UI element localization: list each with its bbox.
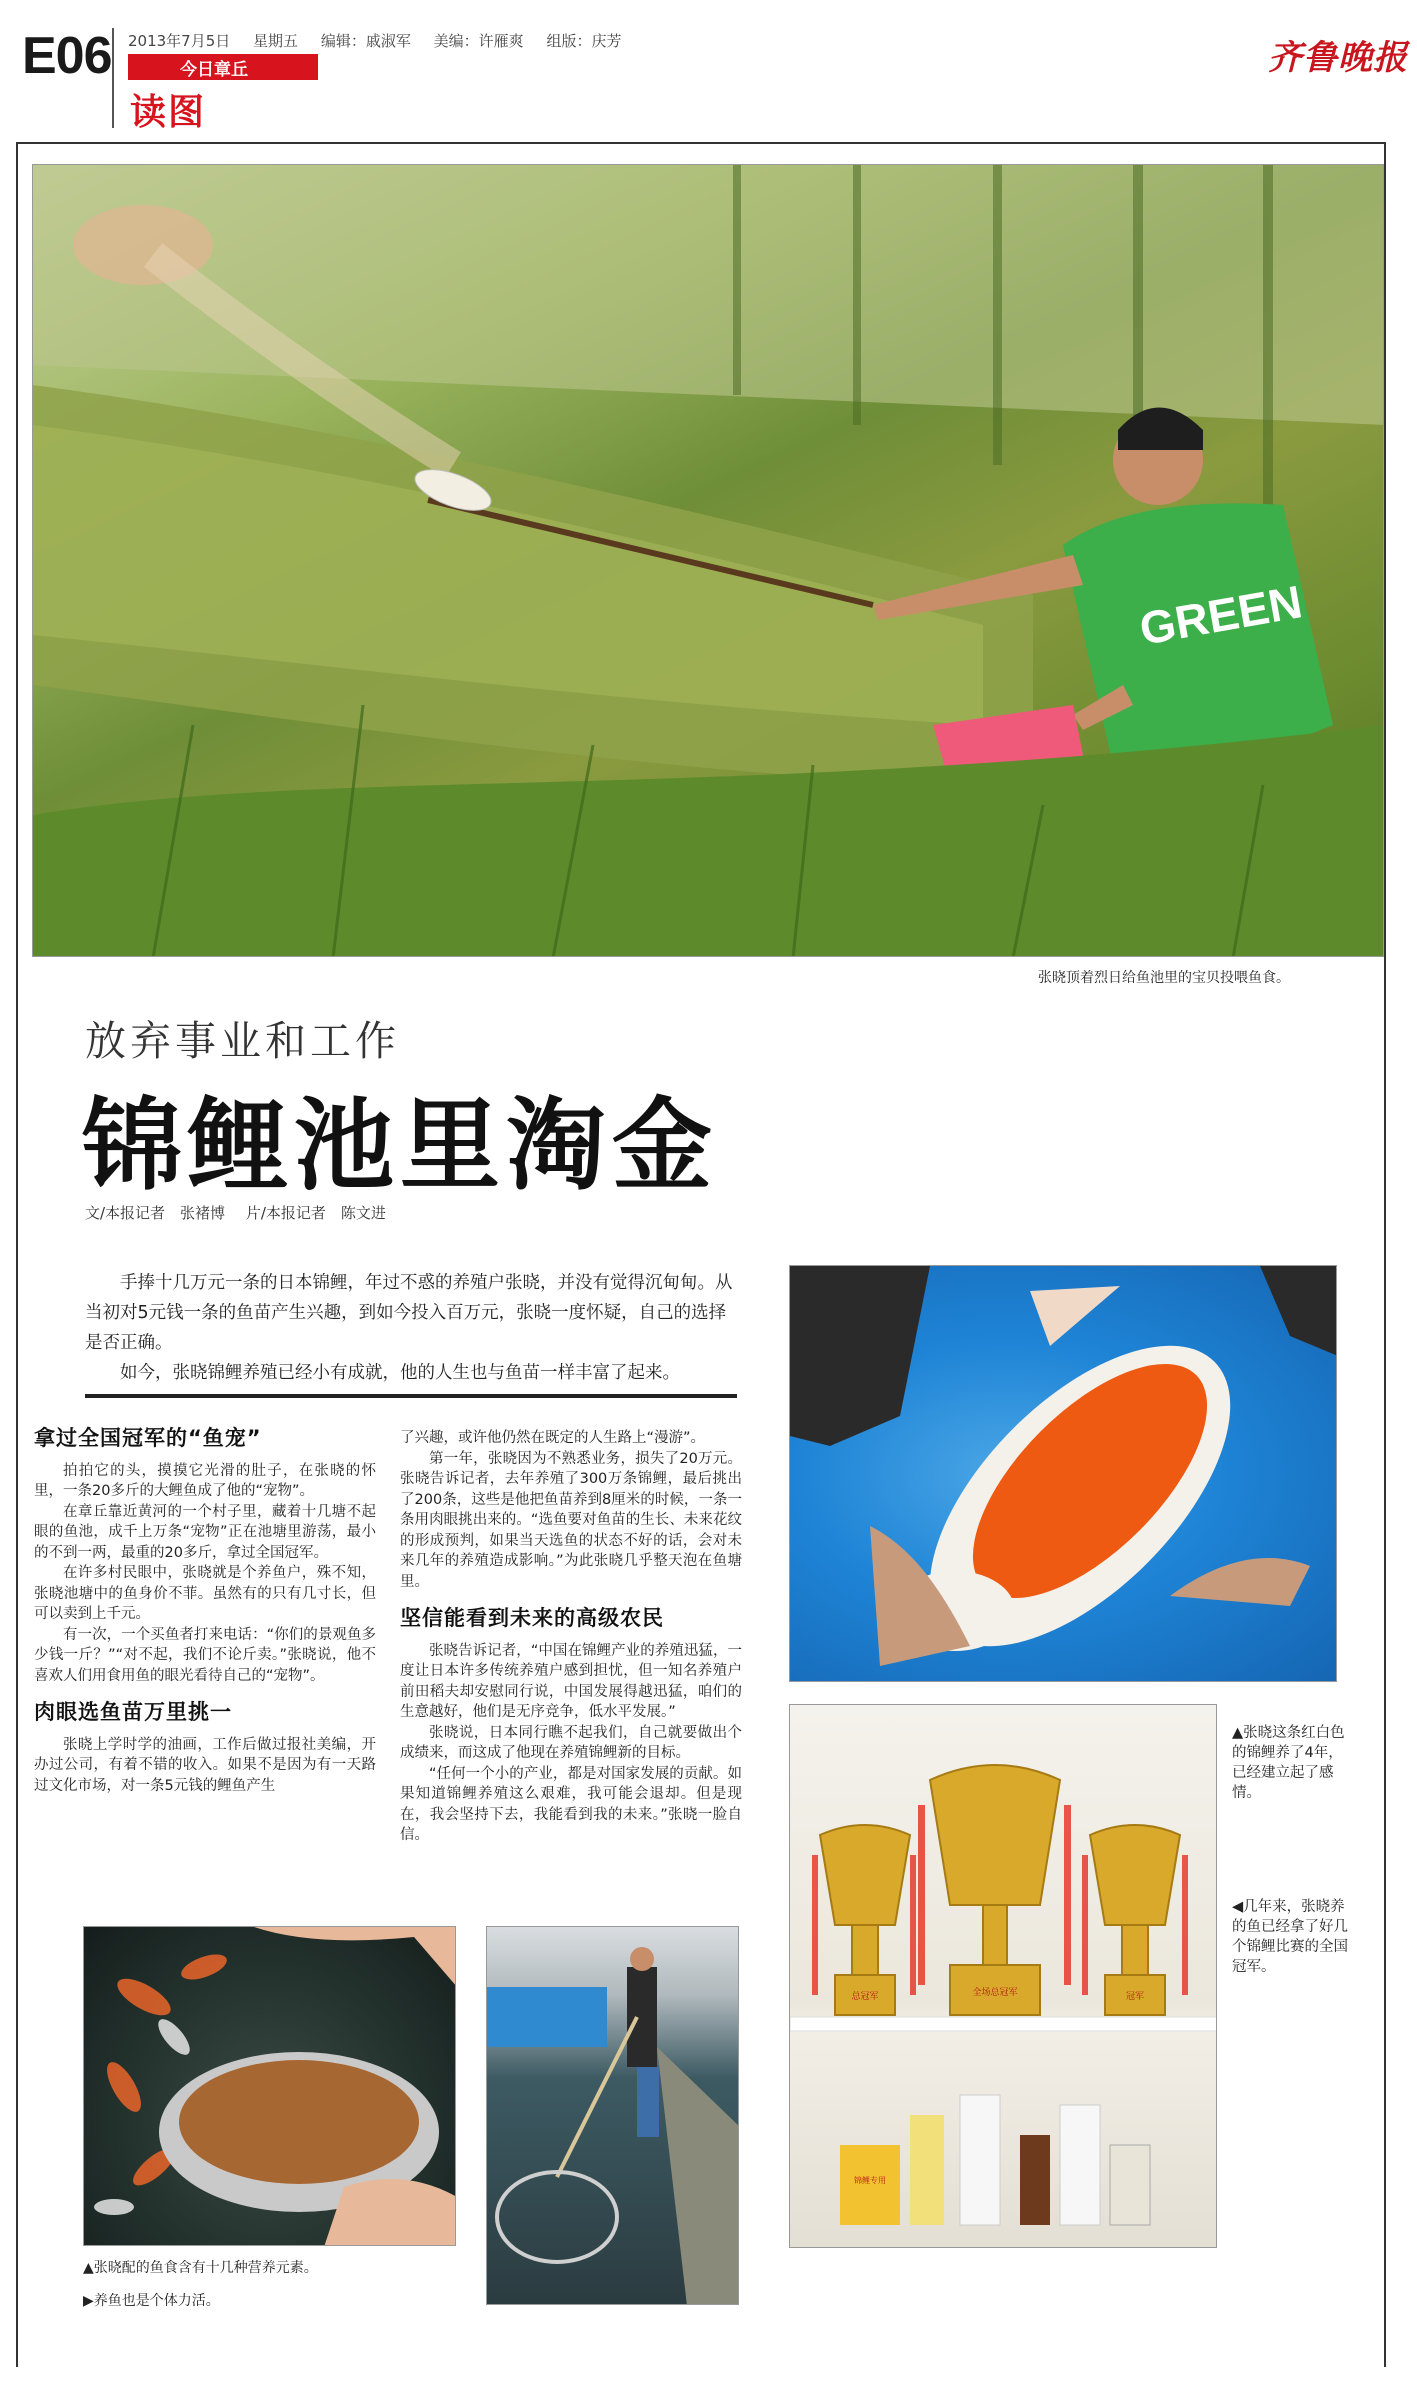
- koi-photo-illustration: [790, 1266, 1337, 1682]
- layout-credit: 组版：庆芳: [546, 32, 622, 50]
- body-paragraph: 有一次，一个买鱼者打来电话：“你们的景观鱼多少钱一斤？”“对不起，我们不论斤卖。”张晓说，他不喜欢人们用食用鱼的眼光看待自己的“宠物”。: [34, 1626, 376, 1684]
- body-paragraph: 在许多村民眼中，张晓就是个养鱼户，殊不知，张晓池塘中的鱼身价不菲。虽然有的只有几寸长，但可以卖到上千元。: [34, 1565, 376, 1622]
- lead-divider: [85, 1394, 737, 1398]
- page-number: E06: [22, 27, 112, 85]
- header-divider: [112, 28, 114, 128]
- fish-feed-photo: [83, 1926, 456, 2246]
- byline-photographer: 片/本报记者 陈文进: [245, 1204, 386, 1222]
- column-name: 读图: [130, 92, 207, 133]
- body-paragraph: 拍拍它的头，摸摸它光滑的肚子，在张晓的怀里，一条20多斤的大鲤鱼成了他的“宠物”。: [34, 1462, 376, 1499]
- plaque-left-text: 总冠军: [851, 1992, 879, 2002]
- body-paragraph: “任何一个小的产业，都是对国家发展的贡献。如果知道锦鲤养殖这么艰难，我可能会退却。但是现在，我会坚持下去，我能看到我的未来。”张晓一脸自信。: [400, 1765, 742, 1843]
- body-paragraph: 在章丘靠近黄河的一个村子里，藏着十几塘不起眼的鱼池，成千上万条“宠物”正在池塘里游荡，最小的不到一两，最重的20多斤，拿过全国冠军。: [34, 1503, 376, 1561]
- shirt-text: GREEN: [1135, 575, 1306, 655]
- trophy-photo: [789, 1704, 1217, 2248]
- hero-caption: 张晓顶着烈日给鱼池里的宝贝投喂鱼食。: [1038, 970, 1290, 986]
- body-column-middle: [400, 1428, 742, 1846]
- section-heading-3: 坚信能看到未来的高级农民: [400, 1606, 664, 1630]
- byline-writer: 文/本报记者 张褚博: [85, 1204, 226, 1222]
- article-lead: [85, 1268, 741, 1388]
- body-paragraph: 张晓上学时学的油画，工作后做过报社美编，开办过公司，有着不错的收入。如果不是因为有一天路过文化市场，对一条5元钱的鲤鱼产生: [34, 1736, 376, 1794]
- section-label: [128, 54, 318, 80]
- pond-work-illustration: [487, 1927, 739, 2305]
- body-paragraph: 张晓告诉记者，“中国在锦鲤产业的养殖迅猛，一度让日本许多传统养殖户感到担忧，但一知名养殖户前田稻夫却安慰同行说，中国发展得越迅猛，咱们的生意越好，他们是无序竞争，低水平发展。”: [400, 1642, 742, 1720]
- body-paragraph: 第一年，张晓因为不熟悉业务，损失了20万元。张晓告诉记者，去年养殖了300万条锦鲤，最后挑出了200条，这些是他把鱼苗养到8厘米的时候，一条一条用肉眼挑出来的。“选鱼要对鱼苗的生长、未来花纹的形成预判，如果当天选鱼的状态不好的话，会对未来几年的养殖造成影响。”为此张晓几乎整天泡在鱼塘里。: [400, 1450, 742, 1590]
- section-heading-2: 肉眼选鱼苗万里挑一: [34, 1700, 232, 1724]
- newspaper-masthead-logo: 齐鲁晚报: [1268, 38, 1408, 78]
- issue-meta: [128, 30, 639, 51]
- article-byline: [85, 1202, 402, 1223]
- hero-photo: [32, 164, 1384, 957]
- pond-work-caption: ▶养鱼也是个体力活。: [83, 2293, 220, 2309]
- issue-weekday: 星期五: [253, 32, 299, 50]
- body-paragraph: 张晓说，日本同行瞧不起我们，自己就要做出个成绩来，而这成了他现在养殖锦鲤新的目标。: [400, 1724, 742, 1761]
- koi-photo: [789, 1265, 1337, 1682]
- fish-feed-caption: ▲张晓配的鱼食含有十几种营养元素。: [83, 2260, 318, 2276]
- section-name: 今日章丘: [180, 59, 248, 80]
- plaque-center-text: 全场总冠军: [972, 1988, 1018, 1998]
- fish-feed-illustration: [84, 1927, 456, 2246]
- lead-paragraph-1: 手捧十几万元一条的日本锦鲤，年过不惑的养殖户张晓，并没有觉得沉甸甸。从当初对5元钱一条的鱼苗产生兴趣，到如今投入百万元，张晓一度怀疑，自己的选择是否正确。: [85, 1273, 733, 1353]
- trophy-photo-illustration: [790, 1705, 1217, 2248]
- bottle-label-text: 锦鲤专用: [854, 2176, 886, 2185]
- article-subtitle: 放弃事业和工作: [85, 1017, 400, 1065]
- plaque-right-text: 冠军: [1125, 1992, 1145, 2002]
- koi-caption: ▲张晓这条红白色的锦鲤养了4年，已经建立起了感情。: [1232, 1725, 1345, 1801]
- article-headline: 锦鲤池里淘金: [82, 1087, 718, 1204]
- art-editor-credit: 美编：许雁爽: [433, 32, 524, 50]
- editor-credit: 编辑：戚淑军: [320, 32, 411, 50]
- issue-date: 2013年7月5日: [128, 32, 231, 50]
- lead-paragraph-2: 如今，张晓锦鲤养殖已经小有成就，他的人生也与鱼苗一样丰富了起来。: [120, 1363, 680, 1383]
- body-paragraph: 了兴趣，或许他仍然在既定的人生路上“漫游”。: [400, 1430, 706, 1446]
- hero-photo-illustration: [33, 165, 1384, 957]
- section-heading-1: 拿过全国冠军的“鱼宠”: [34, 1426, 262, 1450]
- pond-work-photo: [486, 1926, 739, 2305]
- body-column-left: [34, 1428, 376, 1796]
- trophy-caption: ◀几年来，张晓养的鱼已经拿了好几个锦鲤比赛的全国冠军。: [1232, 1899, 1348, 1975]
